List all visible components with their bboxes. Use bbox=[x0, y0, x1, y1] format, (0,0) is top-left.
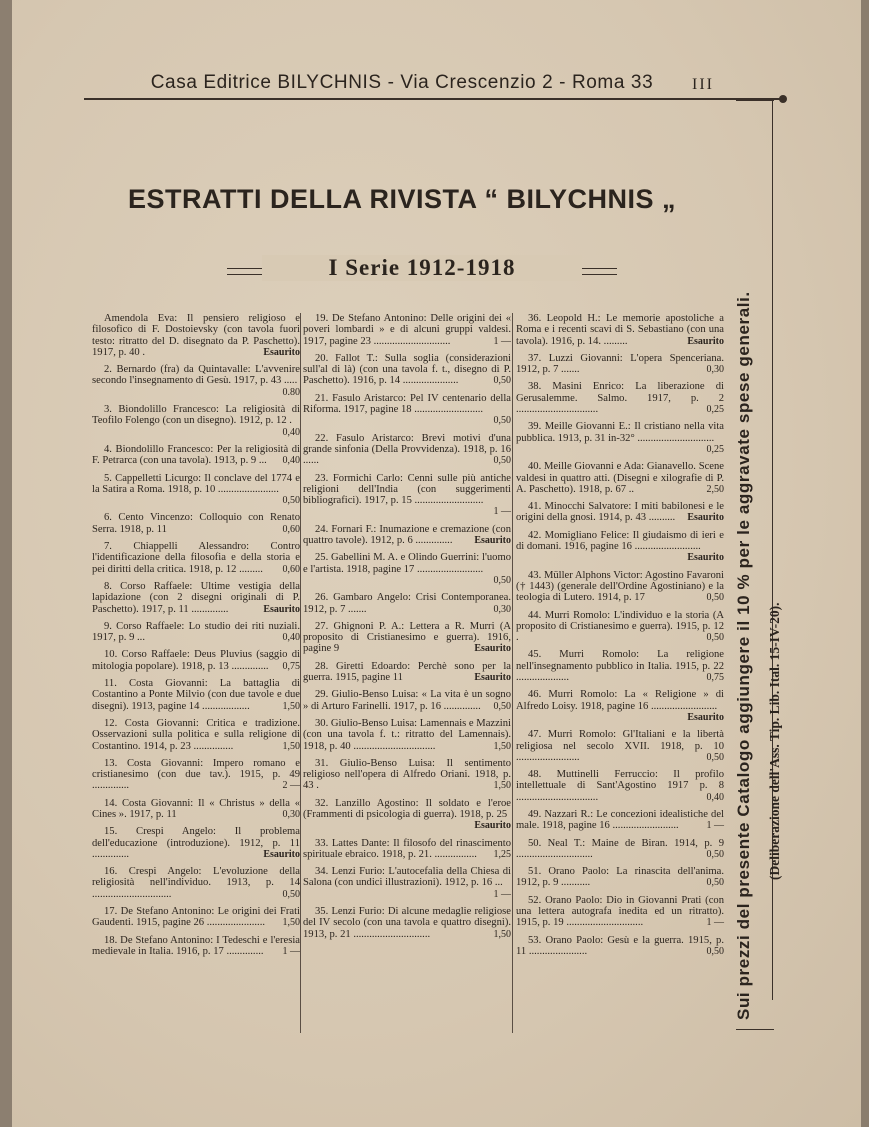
catalog-entry bbox=[303, 592, 511, 615]
header-rule bbox=[84, 98, 784, 100]
entry-text: 47. Murri Romolo: Gl'Italiani e la libertà religiosa nel secolo XVII. 1918, p. 10 ........................ bbox=[516, 729, 724, 763]
entry-price: Esaurito bbox=[474, 643, 511, 655]
entry-text: 9. Corso Raffaele: Lo studio dei riti nuziali. 1917, p. 9 ... bbox=[92, 620, 300, 644]
catalog-entry bbox=[92, 826, 300, 860]
series-label: I Serie 1912-1918 bbox=[262, 255, 582, 281]
entry-price: 1,50 bbox=[493, 740, 511, 752]
entry-price: 0,60 bbox=[282, 523, 300, 535]
entry-price: 0,40 bbox=[282, 455, 300, 467]
entry-text: 28. Giretti Edoardo: Perchè sono per la guerra. 1915, pagine 11 bbox=[303, 660, 511, 684]
entry-price: 1,50 bbox=[493, 928, 511, 940]
column-separator bbox=[512, 313, 513, 1033]
catalog-entry bbox=[516, 935, 724, 958]
side-note-sub: (Deliberazione dell'Ass. Tip. Lib. Ital. 15-IV-20). bbox=[767, 602, 782, 880]
entry-text: 50. Neal T.: Maine de Biran. 1914, p. 9 ............................. bbox=[516, 837, 724, 860]
entry-text: 12. Costa Giovanni: Critica e tradizione. Osservazioni sulla politica e sulla religione di Costantino. 1914, p. 23 ............... bbox=[92, 717, 300, 752]
entry-text: 22. Fasulo Aristarco: Brevi motivi d'una grande sinfonia (Della Provvidenza). 1918, p. 16 ...... bbox=[303, 432, 511, 467]
entry-price: 1 — bbox=[493, 888, 511, 900]
catalog-entry bbox=[516, 610, 724, 644]
catalog-entry bbox=[92, 313, 300, 358]
entry-text: 48. Muttinelli Ferruccio: Il profilo intellettuale di Sant'Agostino 1917 p. 8 ............................... bbox=[516, 769, 724, 803]
entry-text: 29. Giulio-Benso Luisa: « La vita è un sogno » di Arturo Farinelli. 1917, p. 16 .............. bbox=[303, 689, 511, 712]
entry-text: 14. Costa Giovanni: Il « Christus » della « Cines ». 1917, p. 11 bbox=[92, 797, 300, 820]
catalog-entry bbox=[303, 906, 511, 940]
catalog-entry bbox=[516, 381, 724, 415]
entry-price: 1,50 bbox=[282, 700, 300, 712]
catalog-entry bbox=[92, 581, 300, 615]
page-edge-right bbox=[861, 0, 869, 1127]
entry-price: 1,25 bbox=[493, 848, 511, 860]
entry-price: 0,50 bbox=[706, 877, 724, 889]
entry-price: 0,30 bbox=[282, 808, 300, 820]
entry-price: Esaurito bbox=[474, 535, 511, 547]
entry-text: 6. Cento Vincenzo: Colloquio con Renato Serra. 1918, p. 11 bbox=[92, 512, 300, 535]
entry-price: 0,40 bbox=[706, 791, 724, 803]
catalog-entry bbox=[92, 798, 300, 821]
catalog-entry bbox=[303, 393, 511, 427]
entry-price: 2 — bbox=[282, 780, 300, 792]
publisher-header: Casa Editrice BILYCHNIS - Via Crescenzio 2 - Roma 33 bbox=[150, 72, 654, 93]
entry-price: 0,50 bbox=[282, 888, 300, 900]
catalog-entry bbox=[516, 570, 724, 604]
catalog-entry bbox=[303, 758, 511, 792]
entry-price: 0,50 bbox=[493, 574, 511, 586]
entry-price: 0,75 bbox=[706, 672, 724, 684]
catalog-entry bbox=[92, 866, 300, 900]
entry-text: 40. Meille Giovanni e Ada: Gianavello. Scene valdesi in quattro atti. (Disegni e xilografie di P. A. Paschetto). 1918, p. 67 .. bbox=[516, 461, 724, 495]
catalog-entry bbox=[516, 313, 724, 347]
entry-price: 0,50 bbox=[706, 751, 724, 763]
column-3 bbox=[516, 313, 724, 963]
entry-text: 39. Meille Giovanni E.: Il cristiano nella vita pubblica. 1913, p. 31 in-32° ............................. bbox=[516, 421, 724, 444]
entry-text: 37. Luzzi Giovanni: L'opera Spenceriana. 1912, p. 7 ....... bbox=[516, 352, 724, 376]
catalog-entry bbox=[92, 718, 300, 752]
column-1 bbox=[92, 313, 300, 963]
entry-price: 1,50 bbox=[282, 740, 300, 752]
entry-price: Esaurito bbox=[687, 552, 724, 564]
entry-price: 0,50 bbox=[706, 945, 724, 957]
entry-text: 36. Leopold H.: Le memorie apostoliche a Roma e i recenti scavi di S. Sebastiano (con una tavola). 1916, p. 14. ......... bbox=[516, 313, 724, 347]
catalog-entry bbox=[92, 404, 300, 438]
catalog-entry bbox=[303, 661, 511, 684]
catalog-entry bbox=[92, 758, 300, 792]
entry-price: 0,40 bbox=[282, 426, 300, 438]
entry-price: Esaurito bbox=[687, 512, 724, 524]
entry-text: 30. Giulio-Benso Luisa: Lamennais e Mazzini (con una tavola f. t.: ritratto del Lamennais). 1918, p. 40 ............................... bbox=[303, 717, 511, 752]
catalog-entry bbox=[303, 473, 511, 518]
entry-price: 0,25 bbox=[706, 443, 724, 455]
entry-text: 38. Masini Enrico: La liberazione di Gerusalemme. Salmo. 1917, p. 2 ............................... bbox=[516, 381, 724, 416]
entry-text: 2. Bernardo (fra) da Quintavalle: L'avvenire secondo l'insegnamento di Gesù. 1917, p. 43 ..... bbox=[92, 364, 300, 387]
catalog-page bbox=[12, 0, 861, 1127]
catalog-entry bbox=[303, 798, 511, 832]
entry-text: 18. De Stefano Antonino: I Tedeschi e l'eresia medievale in Italia. 1916, p. 17 .............. bbox=[92, 934, 300, 957]
column-2 bbox=[303, 313, 511, 946]
entry-price: 0,25 bbox=[706, 404, 724, 416]
side-note-main: Sui prezzi del presente Catalogo aggiungere il 10 % per le aggravate spese generali. bbox=[734, 291, 753, 1020]
entry-price: Esaurito bbox=[263, 848, 300, 860]
entry-text: 41. Minocchi Salvatore: I miti babilonesi e le origini della gnosi. 1914, p. 43 .......... bbox=[516, 501, 724, 524]
catalog-entry bbox=[516, 838, 724, 861]
entry-text: 21. Fasulo Aristarco: Pel IV centenario della Riforma. 1917, pagine 18 .......................... bbox=[303, 392, 511, 416]
catalog-entry bbox=[92, 444, 300, 467]
entry-text: 7. Chiappelli Alessandro: Contro l'identificazione della filosofia e della storia e pei diritti della critica. 1918, p. 12 ......... bbox=[92, 541, 300, 575]
entry-price: 0,50 bbox=[493, 375, 511, 387]
catalog-entry bbox=[516, 461, 724, 495]
catalog-entry bbox=[303, 689, 511, 712]
entry-price: 0,50 bbox=[706, 848, 724, 860]
catalog-entry bbox=[303, 524, 511, 547]
entry-text: 31. Giulio-Benso Luisa: Il sentimento religioso nell'opera di Alfredo Oriani. 1918, p. 43 . bbox=[303, 757, 511, 792]
catalog-entry bbox=[516, 421, 724, 455]
page-edge-left bbox=[0, 0, 12, 1127]
entry-price: 1,50 bbox=[493, 780, 511, 792]
entry-price: 1 — bbox=[706, 917, 724, 929]
entry-price: 0.80 bbox=[282, 386, 300, 398]
entry-text: 52. Orano Paolo: Dio in Giovanni Prati (con una lettera autografa inedita ed un ritratto). 1915, p. 19 ............................. bbox=[516, 894, 724, 929]
catalog-entry bbox=[303, 313, 511, 347]
series-heading bbox=[227, 255, 617, 285]
catalog-entry bbox=[516, 501, 724, 524]
catalog-entry bbox=[303, 866, 511, 900]
catalog-entry bbox=[92, 678, 300, 712]
catalog-entry bbox=[516, 866, 724, 889]
catalog-entry bbox=[92, 473, 300, 507]
entry-price: 1 — bbox=[493, 335, 511, 347]
entry-price: Esaurito bbox=[263, 603, 300, 615]
entry-price: Esaurito bbox=[474, 820, 511, 832]
column-separator bbox=[300, 313, 301, 1033]
entry-text: 23. Formichi Carlo: Cenni sulle più antiche religioni dell'India (con suggerimenti bibliografici). 1917, p. 15 .......................... bbox=[303, 472, 511, 507]
entry-text: 49. Nazzari R.: Le concezioni idealistiche del male. 1918, pagine 16 ......................... bbox=[516, 808, 724, 832]
entry-text: 25. Gabellini M. A. e Olindo Guerrini: l'uomo e l'artista. 1918, pagine 17 ......................... bbox=[303, 552, 511, 575]
entry-text: 27. Ghignoni P. A.: Lettera a R. Murri (A proposito di Cristianesimo e guerra). 1916, pagine 9 bbox=[303, 620, 511, 655]
catalog-entry bbox=[92, 541, 300, 575]
entry-text: 46. Murri Romolo: La « Religione » di Alfredo Loisy. 1918, pagine 16 ......................... bbox=[516, 689, 724, 712]
entry-text: 34. Lenzi Furio: L'autocefalia della Chiesa di Salona (con undici illustrazioni). 1912, p. 16 ... bbox=[303, 866, 511, 889]
entry-text: 16. Crespi Angelo: L'evoluzione della religiosità nell'individuo. 1913, p. 14 .............................. bbox=[92, 866, 300, 900]
entries-columns bbox=[92, 313, 728, 1033]
entry-text: 42. Momigliano Felice: Il giudaismo di ieri e di domani. 1916, pagine 16 ......................... bbox=[516, 529, 724, 553]
entry-price: Esaurito bbox=[687, 711, 724, 723]
entry-price: Esaurito bbox=[474, 672, 511, 684]
entry-price: 1,50 bbox=[282, 917, 300, 929]
catalog-entry bbox=[516, 530, 724, 564]
catalog-entry bbox=[516, 729, 724, 763]
entry-price: 0,50 bbox=[493, 455, 511, 467]
entry-text: 32. Lanzillo Agostino: Il soldato e l'eroe (Frammenti di psicologia di guerra). 1918, p. 25 bbox=[303, 797, 511, 820]
entry-price: 0,30 bbox=[493, 603, 511, 615]
entry-text: 43. Müller Alphons Victor: Agostino Favaroni († 1443) (generale dell'Ordine Agostiniano) e la teologia di Lutero. 1914, p. 17 bbox=[516, 569, 724, 604]
entry-price: 0,75 bbox=[282, 660, 300, 672]
entry-price: 0,50 bbox=[493, 700, 511, 712]
catalog-entry bbox=[92, 621, 300, 644]
entry-price: 0,50 bbox=[706, 632, 724, 644]
entry-text: 33. Lattes Dante: Il filosofo del rinascimento spirituale ebraico. 1918, p. 21. ................ bbox=[303, 837, 511, 860]
entry-text: 10. Corso Raffaele: Deus Pluvius (saggio di mitologia popolare). 1918, p. 13 .............. bbox=[92, 649, 300, 672]
entry-text: 17. De Stefano Antonino: Le origini dei Frati Gaudenti. 1915, pagine 26 ...................... bbox=[92, 906, 300, 929]
entry-price: 2,50 bbox=[706, 483, 724, 495]
catalog-entry bbox=[92, 935, 300, 958]
catalog-entry bbox=[92, 906, 300, 929]
entry-text: 4. Biondolillo Francesco: Per la religiosità di F. Petrarca (con una tavola). 1913, p. 9 ... bbox=[92, 443, 300, 467]
entry-text: 44. Murri Romolo: L'individuo e la storia (A proposito di Cristianesimo e guerra). 1915, p. 12 . bbox=[516, 609, 724, 644]
entry-text: 5. Cappelletti Licurgo: Il conclave del 1774 e la Satira a Roma. 1918, p. 10 ....................... bbox=[92, 472, 300, 495]
entry-text: 13. Costa Giovanni: Impero romano e cristianesimo (con due tav.). 1915, p. 49 .............. bbox=[92, 757, 300, 792]
entry-price: 1 — bbox=[282, 945, 300, 957]
catalog-entry bbox=[92, 364, 300, 398]
catalog-entry bbox=[92, 512, 300, 535]
catalog-entry bbox=[303, 433, 511, 467]
bracket-top bbox=[736, 100, 774, 101]
entry-text: 20. Fallot T.: Sulla soglia (considerazioni sull'al di là) (con una tavola f. t., disegno di P. Paschetto). 1916, p. 14 ..................... bbox=[303, 352, 511, 387]
entry-price: 0,50 bbox=[706, 592, 724, 604]
page-title: ESTRATTI DELLA RIVISTA “ BILYCHNIS „ bbox=[127, 184, 677, 214]
catalog-entry bbox=[303, 838, 511, 861]
entry-price: 0,50 bbox=[282, 495, 300, 507]
entry-price: 1 — bbox=[706, 820, 724, 832]
catalog-entry bbox=[516, 689, 724, 723]
entry-price: 0,60 bbox=[282, 563, 300, 575]
catalog-entry bbox=[516, 895, 724, 929]
entry-text: 3. Biondolillo Francesco: La religiosità di Teofilo Folengo (con un disegno). 1912, p. 12 . bbox=[92, 404, 300, 427]
entry-text: 8. Corso Raffaele: Ultime vestigia della lapidazione (con 2 disegni originali di P. Paschetto). 1917, p. 11 .............. bbox=[92, 580, 300, 615]
entry-text: Amendola Eva: Il pensiero religioso e filosofico di F. Dostoievsky (con tavola fuori testo: ritratto del D. disegnato da P. Paschetto). 1917, p. 40 . bbox=[92, 313, 300, 358]
catalog-entry bbox=[516, 353, 724, 376]
catalog-entry bbox=[303, 621, 511, 655]
entry-text: 24. Fornari F.: Inumazione e cremazione (con quattro tavole). 1912, p. 6 .............. bbox=[303, 523, 511, 547]
entry-text: 26. Gambaro Angelo: Crisi Contemporanea. 1912, p. 7 ....... bbox=[303, 592, 511, 615]
catalog-entry bbox=[303, 353, 511, 387]
catalog-entry bbox=[516, 649, 724, 683]
catalog-entry bbox=[92, 649, 300, 672]
entry-price: 1 — bbox=[493, 506, 511, 518]
entry-price: 0,40 bbox=[282, 632, 300, 644]
entry-text: 11. Costa Giovanni: La battaglia di Costantino a Ponte Milvio (con due tavole e due disegni). 1913, pagine 14 .................. bbox=[92, 678, 300, 712]
entry-price: Esaurito bbox=[687, 335, 724, 347]
entry-text: 15. Crespi Angelo: Il problema dell'educazione (introduzione). 1912, p. 11 .............. bbox=[92, 826, 300, 860]
entry-text: 53. Orano Paolo: Gesù e la guerra. 1915, p. 11 ...................... bbox=[516, 934, 724, 957]
catalog-entry bbox=[303, 552, 511, 586]
catalog-entry bbox=[303, 718, 511, 752]
page-number: III bbox=[692, 76, 714, 93]
entry-price: 0,50 bbox=[493, 415, 511, 427]
catalog-entry bbox=[516, 769, 724, 803]
entry-text: 45. Murri Romolo: La religione nell'insegnamento pubblico in Italia. 1915, p. 22 .................... bbox=[516, 649, 724, 684]
catalog-entry bbox=[516, 809, 724, 832]
entry-price: 0,30 bbox=[706, 364, 724, 376]
entry-text: 51. Orano Paolo: La rinascita dell'anima. 1912, p. 9 ........... bbox=[516, 866, 724, 889]
bracket-bottom bbox=[736, 1029, 774, 1030]
entry-price: Esaurito bbox=[263, 346, 300, 358]
entry-text: 35. Lenzi Furio: Di alcune medaglie religiose del IV secolo (con una tavola e quattro disegni). 1913, p. 21 ............................. bbox=[303, 906, 511, 940]
entry-text: 19. De Stefano Antonino: Delle origini dei « poveri lombardi » e di alcuni gruppi valdesi. 1917, pagine 23 ............................. bbox=[303, 313, 511, 347]
